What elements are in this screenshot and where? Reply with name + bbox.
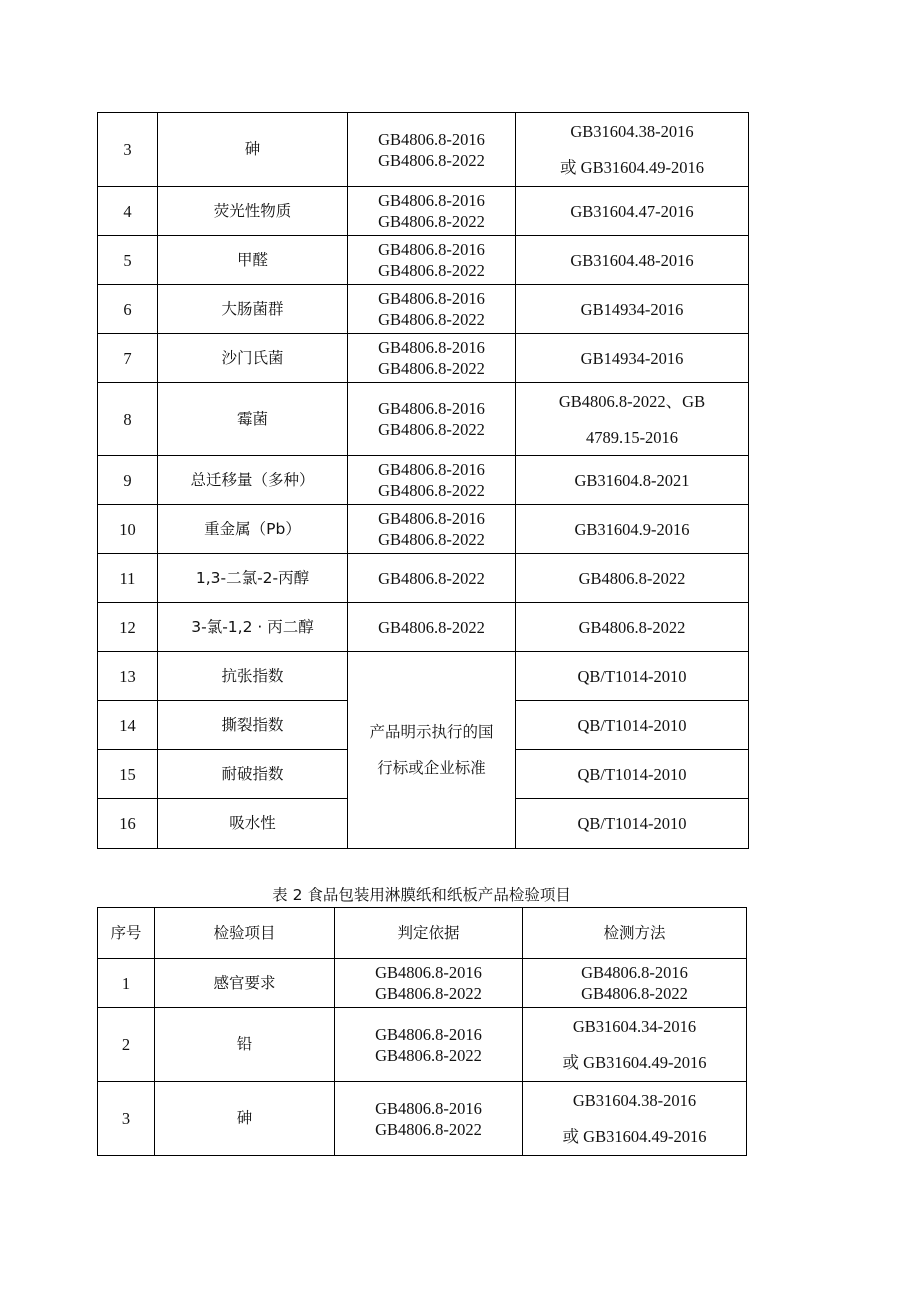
inspection-table-2 (97, 907, 747, 1156)
row-number: 6 (98, 285, 158, 334)
table-row (98, 554, 749, 603)
test-method: QB/T1014-2010 (516, 701, 749, 750)
row-number: 7 (98, 334, 158, 383)
inspection-item: 抗张指数 (158, 652, 348, 701)
judgment-basis: GB4806.8-2016 GB4806.8-2022 (348, 113, 516, 187)
judgment-basis: GB4806.8-2022 (348, 603, 516, 652)
judgment-basis: GB4806.8-2016 GB4806.8-2022 (348, 334, 516, 383)
test-method: GB31604.38-2016 或 GB31604.49-2016 (523, 1082, 747, 1156)
test-method: QB/T1014-2010 (516, 750, 749, 799)
judgment-basis: GB4806.8-2016 GB4806.8-2022 (348, 505, 516, 554)
test-method: GB4806.8-2022 (516, 603, 749, 652)
judgment-basis: GB4806.8-2016 GB4806.8-2022 (348, 236, 516, 285)
judgment-basis: GB4806.8-2016 GB4806.8-2022 (335, 1082, 523, 1156)
inspection-item: 总迁移量（多种） (158, 456, 348, 505)
row-number: 14 (98, 701, 158, 750)
inspection-item: 砷 (158, 113, 348, 187)
table-row (98, 1082, 747, 1156)
test-method: GB14934-2016 (516, 334, 749, 383)
column-header: 序号 (98, 908, 155, 959)
table-header-row (98, 908, 747, 959)
table-row (98, 285, 749, 334)
inspection-item: 1,3-二氯-2-丙醇 (158, 554, 348, 603)
table-row (98, 652, 749, 701)
judgment-basis: GB4806.8-2022 (348, 554, 516, 603)
judgment-basis: GB4806.8-2016 GB4806.8-2022 (348, 285, 516, 334)
test-method: GB31604.38-2016 或 GB31604.49-2016 (516, 113, 749, 187)
table-row (98, 334, 749, 383)
row-number: 2 (98, 1008, 155, 1082)
inspection-item: 耐破指数 (158, 750, 348, 799)
test-method: GB31604.34-2016 或 GB31604.49-2016 (523, 1008, 747, 1082)
judgment-basis: GB4806.8-2016 GB4806.8-2022 (348, 383, 516, 456)
inspection-item: 重金属（Pb） (158, 505, 348, 554)
row-number: 4 (98, 187, 158, 236)
row-number: 15 (98, 750, 158, 799)
inspection-item: 大肠菌群 (158, 285, 348, 334)
test-method: GB31604.9-2016 (516, 505, 749, 554)
test-method: GB31604.47-2016 (516, 187, 749, 236)
inspection-item: 甲醛 (158, 236, 348, 285)
row-number: 5 (98, 236, 158, 285)
row-number: 10 (98, 505, 158, 554)
test-method: GB4806.8-2022、GB 4789.15-2016 (516, 383, 749, 456)
test-method: GB31604.48-2016 (516, 236, 749, 285)
column-header: 检测方法 (523, 908, 747, 959)
table-row (98, 456, 749, 505)
row-number: 11 (98, 554, 158, 603)
row-number: 9 (98, 456, 158, 505)
row-number: 8 (98, 383, 158, 456)
judgment-basis: GB4806.8-2016 GB4806.8-2022 (335, 959, 523, 1008)
table-row (98, 236, 749, 285)
inspection-item: 铅 (155, 1008, 335, 1082)
row-number: 3 (98, 113, 158, 187)
table-row (98, 505, 749, 554)
inspection-item: 感官要求 (155, 959, 335, 1008)
inspection-item: 沙门氏菌 (158, 334, 348, 383)
table-row (98, 383, 749, 456)
judgment-basis: GB4806.8-2016 GB4806.8-2022 (348, 187, 516, 236)
inspection-item: 荧光性物质 (158, 187, 348, 236)
inspection-item: 吸水性 (158, 799, 348, 849)
inspection-item: 撕裂指数 (158, 701, 348, 750)
test-method: GB4806.8-2022 (516, 554, 749, 603)
inspection-item: 砷 (155, 1082, 335, 1156)
row-number: 13 (98, 652, 158, 701)
test-method: QB/T1014-2010 (516, 799, 749, 849)
table-row (98, 187, 749, 236)
inspection-item: 3-氯-1,2 · 丙二醇 (158, 603, 348, 652)
judgment-basis: GB4806.8-2016 GB4806.8-2022 (335, 1008, 523, 1082)
row-number: 1 (98, 959, 155, 1008)
judgment-basis: GB4806.8-2016 GB4806.8-2022 (348, 456, 516, 505)
column-header: 判定依据 (335, 908, 523, 959)
test-method: GB4806.8-2016 GB4806.8-2022 (523, 959, 747, 1008)
test-method: GB31604.8-2021 (516, 456, 749, 505)
table-row (98, 113, 749, 187)
row-number: 3 (98, 1082, 155, 1156)
merged-judgment-basis: 产品明示执行的国 行标或企业标准 (348, 652, 516, 849)
inspection-item: 霉菌 (158, 383, 348, 456)
column-header: 检验项目 (155, 908, 335, 959)
inspection-table-1 (97, 112, 749, 849)
test-method: QB/T1014-2010 (516, 652, 749, 701)
row-number: 12 (98, 603, 158, 652)
test-method: GB14934-2016 (516, 285, 749, 334)
table-row (98, 603, 749, 652)
table-row (98, 959, 747, 1008)
row-number: 16 (98, 799, 158, 849)
table-row (98, 1008, 747, 1082)
table-2-caption: 表 2 食品包装用淋膜纸和纸板产品检验项目 (272, 886, 571, 904)
